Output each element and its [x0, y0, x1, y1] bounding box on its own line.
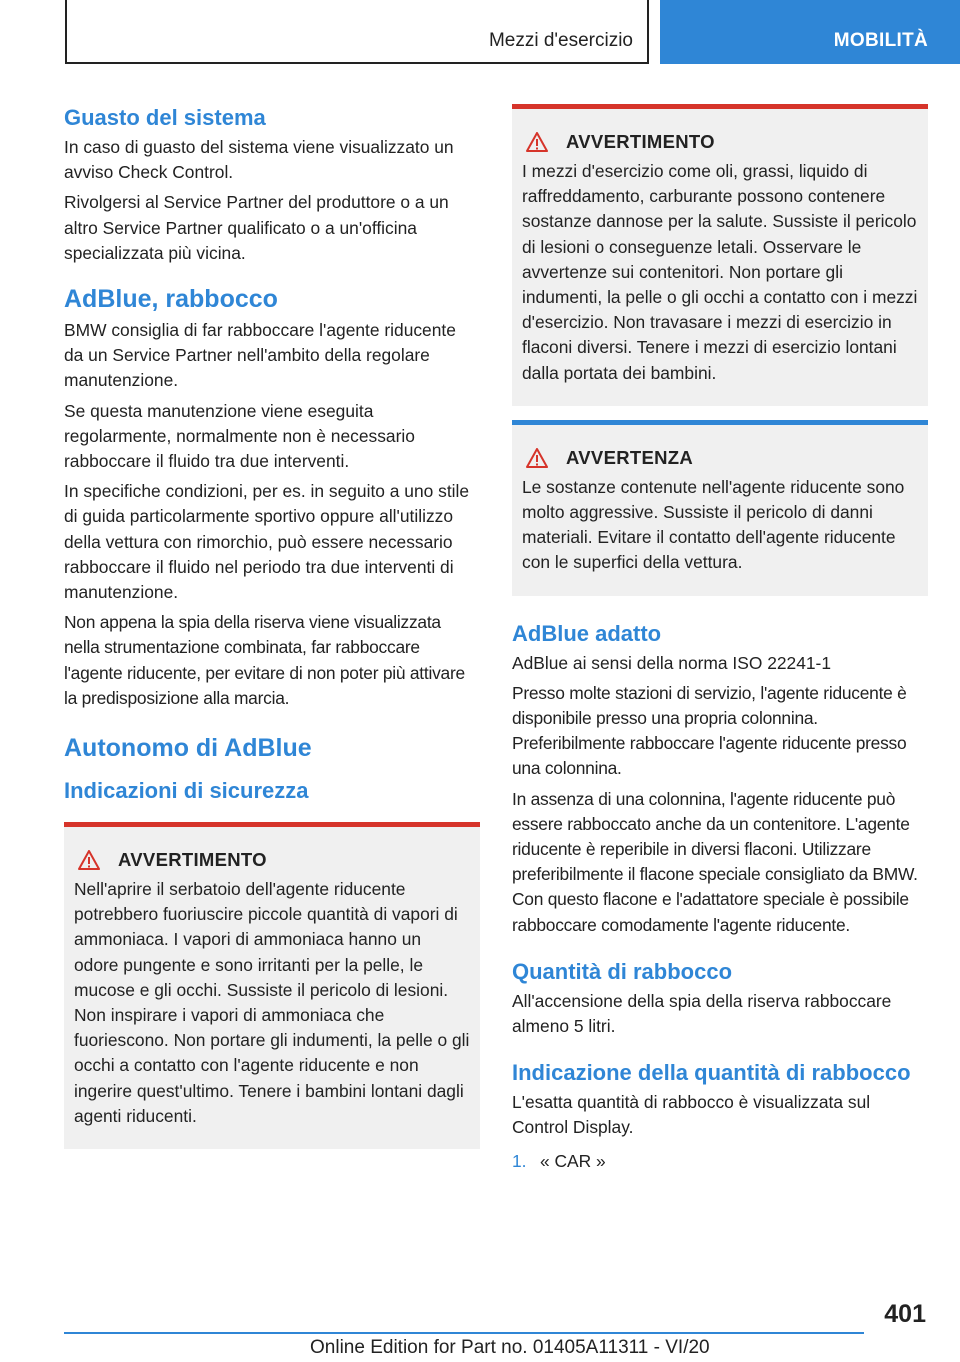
caution-title: AVVERTENZA [566, 446, 694, 468]
header-chapter-label: MOBILITÀ [833, 30, 928, 51]
paragraph-adatto-2: Presso molte stazioni di servizio, l'agente riducente è disponibile presso una propria colonnina. Preferibilmente rabboccare l'agente riducente presso una colonnina. [512, 682, 907, 779]
header-section-tab [65, 0, 649, 64]
paragraph-rabbocco-2: Se questa manutenzione viene eseguita regolarmente, normalmente non è necessario rabboccare il fluido tra due interventi. [64, 400, 415, 472]
heading-autonomo: Autonomo di AdBlue [64, 734, 312, 763]
warning-triangle-icon [526, 132, 548, 152]
paragraph-indicazione-1: L'esatta quantità di rabbocco è visualizzata sul Control Display. [512, 1092, 871, 1138]
right-column [512, 98, 928, 1174]
heading-indicazione: Indicazione della quantità di rabbocco [512, 1060, 911, 1086]
warning-box-mezzi [512, 104, 928, 406]
step-number: 1. [512, 1150, 527, 1171]
step-text: « CAR » [540, 1150, 606, 1171]
warning-text: I mezzi d'esercizio come oli, grassi, liquido di raffreddamento, carburante possono contenere sostanze dannose per la salute. Sussiste il pericolo di lesioni o conseguenze letali. Osservare le avvertenze sui contenitori. Non portare gli indumenti, la pelle o gli occhi a contatto con i mezzi d'esercizio. Non travasare i mezzi di esercizio in flaconi diversi. Tenere i mezzi di esercizio lontani dalla portata dei bambini. [522, 161, 918, 383]
heading-quantita: Quantità di rabbocco [512, 958, 733, 984]
step-item [512, 1149, 928, 1174]
warning-header [522, 131, 918, 153]
paragraph-guasto-1: In caso di guasto del sistema viene visualizzato un avviso Check Control. [64, 137, 454, 183]
caution-box-sostanze [512, 420, 928, 596]
warning-title: AVVERTIMENTO [118, 849, 267, 871]
heading-sicurezza: Indicazioni di sicurezza [64, 778, 309, 804]
footer-edition: Online Edition for Part no. 01405A11311 - VI/20 [310, 1337, 710, 1358]
heading-adatto: AdBlue adatto [512, 620, 662, 646]
header-left-rule [65, 0, 67, 64]
paragraph-rabbocco-3: In specifiche condizioni, per es. in seguito a uno stile di guida particolarmente sportivo oppure all'utilizzo della vettura con rimorchio, può essere necessario rabboccare il fluido nel periodo tra due interventi di manutenzione. [64, 481, 470, 603]
warning-header [74, 849, 470, 871]
left-column [64, 100, 480, 1149]
footer-rule [64, 1332, 864, 1334]
paragraph-rabbocco-4: Non appena la spia della riserva viene visualizzata nella strumentazione combinata, far rabboccare l'agente riducente, per evitare di non poter più attivare la predisposizione alla marcia. [64, 612, 465, 708]
heading-guasto: Guasto del sistema [64, 105, 266, 130]
paragraph-rabbocco-1: BMW consiglia di far rabboccare l'agente riducente da un Service Partner nell'ambito della regolare manutenzione. [64, 320, 456, 391]
caution-text: Le sostanze contenute nell'agente riducente sono molto aggressive. Sussiste il pericolo di danni materiali. Evitare il contatto dell'agente riducente con le superfici della vettura. [522, 476, 905, 573]
warning-text: Nell'aprire il serbatoio dell'agente riducente potrebbero fuoriuscire piccole quantità di vapori di ammoniaca. I vapori di ammoniaca hanno un odore pungente e sono irritanti per la pelle, le mucose e gli occhi. Sussiste il pericolo di lesioni. Non inspirare i vapori di ammoniaca che fuoriescono. Non portare gli indumenti, la pelle o gli occhi a contatto con l'agente riducente e non ingerire quest'ultimo. Tenere i bambini lontani dagli agenti riducenti. [74, 879, 470, 1126]
header-chapter-tab [660, 0, 960, 64]
paragraph-adatto-1: AdBlue ai sensi della norma ISO 22241-1 [512, 652, 832, 673]
warning-title: AVVERTIMENTO [566, 131, 715, 152]
page-number: 401 [884, 1300, 926, 1328]
warning-box-ammoniaca [64, 822, 480, 1149]
paragraph-adatto-3: In assenza di una colonnina, l'agente riducente può essere rabboccato anche da un contenitore. L'agente riducente è reperibile in diversi flaconi. Utilizzare preferibilmente il flacone speciale consigliato da BMW. Con questo flacone e l'adattatore speciale è possibile rabboccare comodamente l'agente riducente. [512, 788, 918, 935]
caution-header [522, 447, 918, 469]
warning-triangle-icon [526, 448, 548, 468]
paragraph-quantita-1: All'accensione della spia della riserva rabboccare almeno 5 litri. [512, 990, 892, 1037]
warning-triangle-icon [78, 850, 100, 870]
header-section-label: Mezzi d'esercizio [488, 30, 633, 51]
heading-rabbocco: AdBlue, rabbocco [64, 285, 278, 314]
paragraph-guasto-2: Rivolgersi al Service Partner del produttore o a un altro Service Partner qualificato o a un'officina specializzata più vicina. [64, 192, 449, 263]
